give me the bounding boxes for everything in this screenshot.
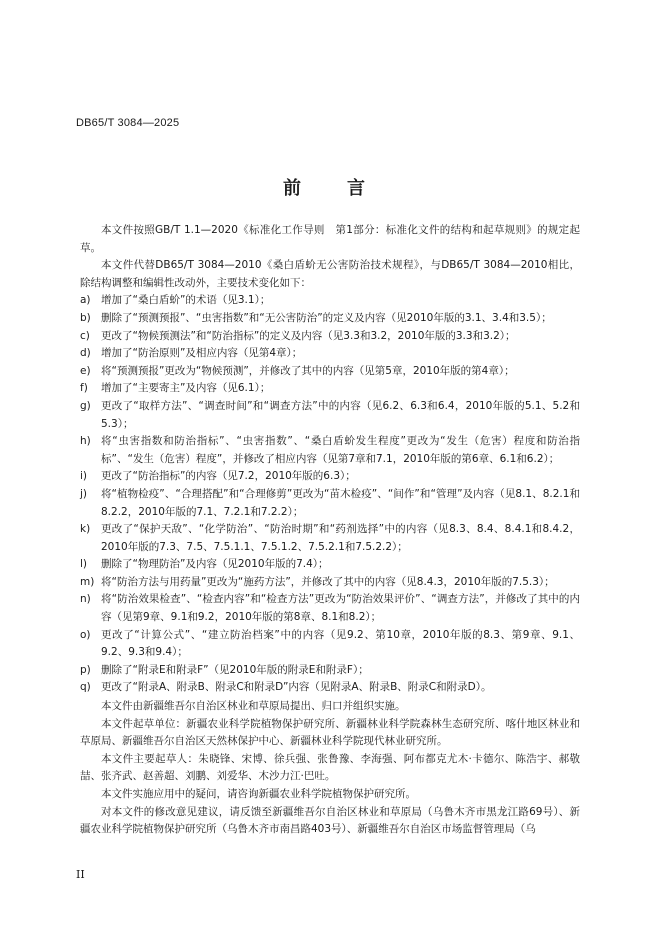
list-item-text: 更改了“取样方法”、“调查时间”和“调查方法”中的内容（见6.2、6.3和6.4，2010年版的5.1、5.2和5.3）； bbox=[101, 399, 580, 430]
drafters-paragraph: 本文件主要起草人：朱晓锋、宋博、徐兵强、张鲁豫、李海强、阿布都克尤木·卡德尔、陈浩宇、郝敬喆、张齐武、赵善超、刘鹏、刘爱华、木沙力江·巴吐。 bbox=[80, 752, 580, 783]
list-item-text: 将“防治效果检查”、“检查内容”和“检查方法”更改为“防治效果评价”、“调查方法”，并修改了其中的内容（见第9章、9.1和9.2，2010年版的第8章、8.1和8.2）； bbox=[101, 593, 580, 624]
list-marker: n) bbox=[80, 593, 91, 606]
list-item bbox=[80, 627, 580, 662]
list-item bbox=[80, 433, 580, 468]
list-item-text: 删除了“附录E和附录F”（见2010年版的附录E和附录F）； bbox=[101, 663, 369, 676]
list-item-text: 增加了“主要寄主”及内容（见6.1）； bbox=[101, 382, 271, 395]
list-marker: o) bbox=[80, 628, 91, 641]
list-item-text: 更改了“防治指标”的内容（见7.2，2010年版的6.3）； bbox=[101, 470, 356, 483]
list-item bbox=[80, 521, 580, 556]
list-item-text: 更改了“物候预测法”和“防治指标”的定义及内容（见3.3和3.2，2010年版的3.3和3.2）； bbox=[101, 329, 516, 342]
page-title: 前 言 bbox=[283, 178, 379, 199]
list-item bbox=[80, 468, 580, 486]
list-marker: j) bbox=[80, 487, 88, 500]
list-item bbox=[80, 380, 580, 398]
intro-paragraph: 本文件代替DB65/T 3084—2010《桑白盾蚧无公害防治技术规程》，与DB65/T 3084—2010相比，除结构调整和编辑性改动外，主要技术变化如下： bbox=[80, 259, 580, 289]
feedback-paragraph: 对本文件的修改意见建议，请反馈至新疆维吾尔自治区林业和草原局（乌鲁木齐市黑龙江路69号）、新疆农业科学院植物保护研究所（乌鲁木齐市南昌路403号）、新疆维吾尔自治区市场监督管理局（乌 bbox=[80, 805, 580, 836]
list-item bbox=[80, 328, 580, 346]
list-item bbox=[80, 398, 580, 433]
list-item bbox=[80, 363, 580, 381]
proposer-paragraph: 本文件由新疆维吾尔自治区林业和草原局提出、归口并组织实施。 bbox=[101, 700, 406, 713]
list-marker: h) bbox=[80, 435, 91, 448]
drafting-units-paragraph: 本文件起草单位：新疆农业科学院植物保护研究所、新疆林业科学院森林生态研究所、喀什地区林业和草原局、新疆维吾尔自治区天然林保护中心、新疆林业科学院现代林业研究所。 bbox=[80, 717, 580, 748]
list-marker: m) bbox=[80, 575, 95, 588]
page-number: II bbox=[76, 868, 85, 881]
list-marker: l) bbox=[80, 558, 88, 571]
inquiry-paragraph: 本文件实施应用中的疑问，请咨询新疆农业科学院植物保护研究所。 bbox=[101, 788, 416, 800]
list-item-text: 增加了“防治原则”及相应内容（见第4章）； bbox=[101, 347, 303, 360]
list-marker: q) bbox=[80, 681, 91, 694]
closing-section bbox=[80, 698, 580, 839]
foreword-body bbox=[80, 222, 580, 839]
list-item bbox=[80, 345, 580, 363]
list-item-text: 将“预测预报”更改为“物候预测”，并修改了其中的内容（见第5章，2010年版的第4章）； bbox=[101, 364, 515, 377]
list-marker: d) bbox=[80, 347, 91, 360]
standard-code: DB65/T 3084—2025 bbox=[76, 117, 180, 129]
list-item-text: 将“虫害指数和防治指标”、“虫害指数”、“桑白盾蚧发生程度”更改为“发生（危害）程度和防治指标”、“发生（危害）程度”，并修改了相应内容（见第7章和7.1，2010年版的第6章、6.1和6.2）； bbox=[101, 435, 580, 465]
list-marker: a) bbox=[80, 294, 91, 307]
list-marker: p) bbox=[80, 663, 91, 676]
list-item bbox=[80, 556, 580, 574]
list-item bbox=[80, 486, 580, 521]
change-list bbox=[80, 292, 580, 697]
list-marker: i) bbox=[80, 470, 88, 483]
list-marker: c) bbox=[80, 329, 90, 342]
list-item-text: 将“植物检疫”、“合理搭配”和“合理修剪”更改为“苗木检疫”、“间作”和“管理”及内容（见8.1、8.2.1和8.2.2，2010年版的7.1、7.2.1和7.2.2）； bbox=[101, 487, 580, 518]
list-item-text: 删除了“物理防治”及内容（见2010年版的7.4）； bbox=[101, 558, 329, 571]
list-marker: e) bbox=[80, 364, 91, 377]
list-item-text: 更改了“保护天敌”、“化学防治”、“防治时期”和“药剂选择”中的内容（见8.3、8.4、8.4.1和8.4.2，2010年版的7.3、7.5、7.5.1.1、7.5.1.2、7.5.2.1和7.5.2.2）； bbox=[101, 523, 580, 553]
list-item-text: 将“防治方法与用药量”更改为“施药方法”，并修改了其中的内容（见8.4.3，2010年版的7.5.3）； bbox=[101, 575, 555, 588]
list-marker: b) bbox=[80, 311, 91, 324]
list-marker: f) bbox=[80, 382, 88, 395]
list-marker: g) bbox=[80, 399, 91, 412]
list-item bbox=[80, 591, 580, 626]
list-item bbox=[80, 679, 580, 697]
list-marker: k) bbox=[80, 523, 91, 536]
list-item-text: 更改了“计算公式”、“建立防治档案”中的内容（见9.2、第10章，2010年版的8.3、第9章、9.1、9.2、9.3和9.4）； bbox=[101, 628, 580, 659]
list-item-text: 删除了“预测预报”、“虫害指数”和“无公害防治”的定义及内容（见2010年版的3.1、3.4和3.5）； bbox=[101, 311, 552, 324]
list-item-text: 增加了“桑白盾蚧”的术语（见3.1）； bbox=[101, 294, 271, 307]
list-item bbox=[80, 292, 580, 310]
list-item bbox=[80, 310, 580, 328]
list-item bbox=[80, 662, 580, 680]
intro-paragraph: 本文件按照GB/T 1.1—2020《标准化工作导则 第1部分：标准化文件的结构和起草规则》的规定起草。 bbox=[80, 224, 580, 254]
list-item-text: 更改了“附录A、附录B、附录C和附录D”内容（见附录A、附录B、附录C和附录D）。 bbox=[101, 681, 492, 694]
list-item bbox=[80, 574, 580, 592]
